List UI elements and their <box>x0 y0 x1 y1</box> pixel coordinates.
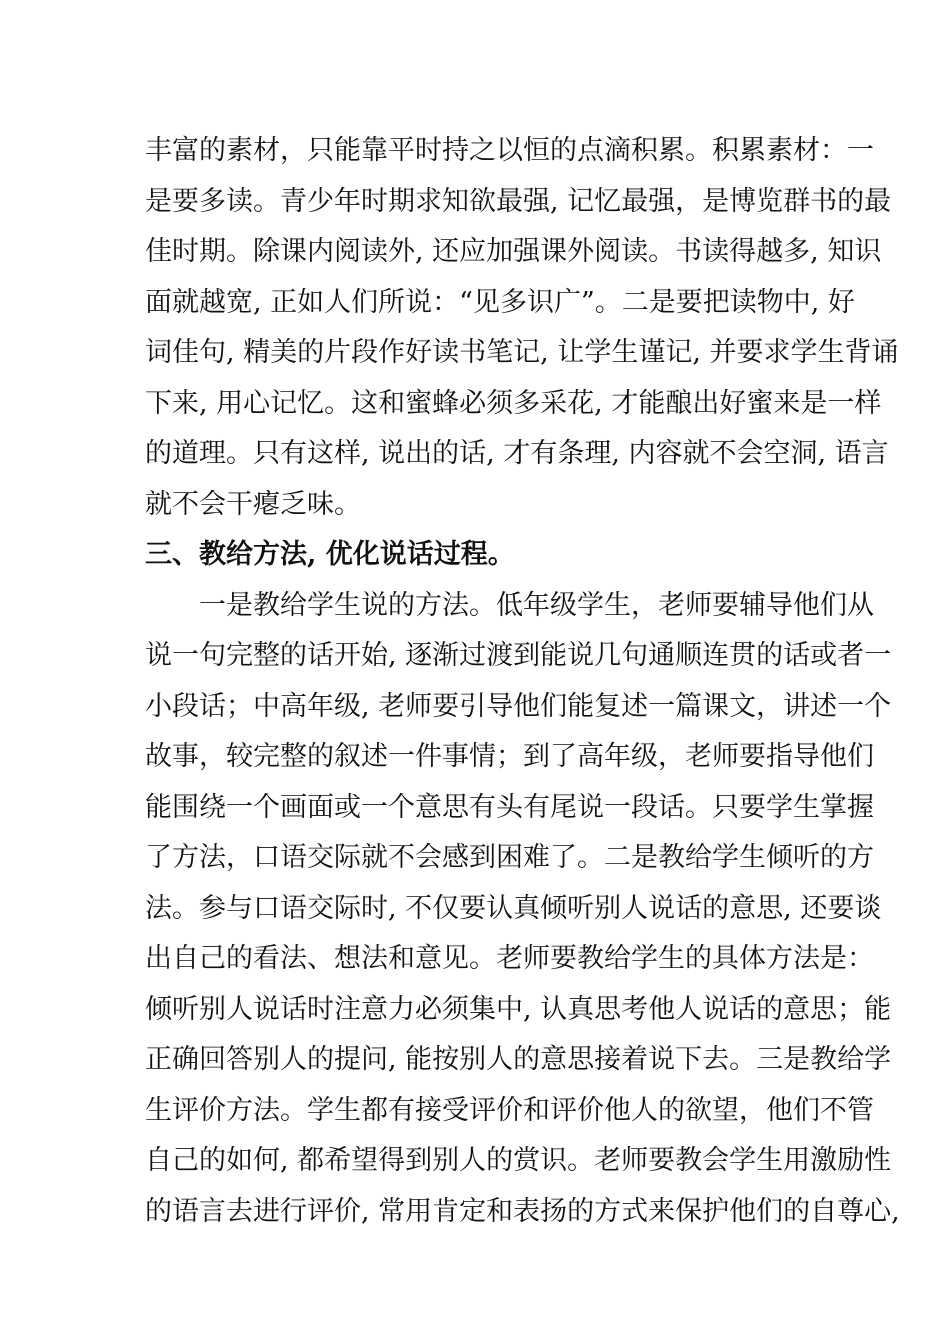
paragraph-1-line-5: 词佳句, 精美的片段作好读书笔记, 让学生谨记, 并要求学生背诵 <box>145 337 899 368</box>
paragraph-1-line-7: 的道理。只有这样, 说出的话, 才有条理, 内容就不会空洞, 语言 <box>145 438 889 469</box>
paragraph-2-line-3: 小段话；中高年级, 老师要引导他们能复述一篇课文，讲述一个 <box>145 690 892 722</box>
paragraph-1-line-6: 下来, 用心记忆。这和蜜蜂必须多采花, 才能酿出好蜜来是一样 <box>145 387 882 419</box>
paragraph-2-line-6: 了方法，口语交际就不会感到困难了。二是教给学生倾听的方 <box>145 842 874 873</box>
paragraph-2-line-4: 故事，较完整的叙述一件事情；到了高年级，老师要指导他们 <box>145 741 874 772</box>
paragraph-1-line-8: 就不会干瘪乏味。 <box>145 488 361 520</box>
paragraph-1-line-3: 佳时期。除课内阅读外, 还应加强课外阅读。书读得越多, 知识 <box>145 236 882 267</box>
paragraph-2-line-11: 生评价方法。学生都有接受评价和评价他人的欲望，他们不管 <box>145 1094 874 1126</box>
paragraph-2-line-13: 的语言去进行评价, 常用肯定和表扬的方式来保护他们的自尊心, <box>145 1195 900 1227</box>
section-heading: 三、教给方法, 优化说话过程。 <box>145 539 515 570</box>
body-text <box>145 126 900 1237</box>
paragraph-1-line-4: 面就越宽, 正如人们所说：“见多识广”。二是要把读物中, 好 <box>145 286 855 318</box>
paragraph-1-line-1: 丰富的素材，只能靠平时持之以恒的点滴积累。积累素材：一 <box>145 135 874 166</box>
paragraph-2-line-2: 说一句完整的话开始, 逐渐过渡到能说几句通顺连贯的话或者一 <box>145 640 892 671</box>
paragraph-2-line-8: 出自己的看法、想法和意见。老师要教给学生的具体方法是： <box>145 943 874 974</box>
paragraph-2-line-9: 倾听别人说话时注意力必须集中, 认真思考他人说话的意思；能 <box>145 993 892 1025</box>
paragraph-2-line-5: 能围绕一个画面或一个意思有头有尾说一段话。只要学生掌握 <box>145 791 874 823</box>
paragraph-2-line-10: 正确回答别人的提问, 能按别人的意思接着说下去。三是教给学 <box>145 1044 892 1075</box>
paragraph-2-line-7: 法。参与口语交际时, 不仅要认真倾听别人说话的意思, 还要谈 <box>145 892 882 924</box>
paragraph-2-line-12: 自己的如何, 都希望得到别人的赏识。老师要教会学生用激励性 <box>145 1145 892 1176</box>
paragraph-2-line-1: 一是教给学生说的方法。低年级学生，老师要辅导他们从 <box>199 589 874 621</box>
paragraph-1-line-2: 是要多读。青少年时期求知欲最强, 记忆最强，是博览群书的最 <box>145 185 892 217</box>
